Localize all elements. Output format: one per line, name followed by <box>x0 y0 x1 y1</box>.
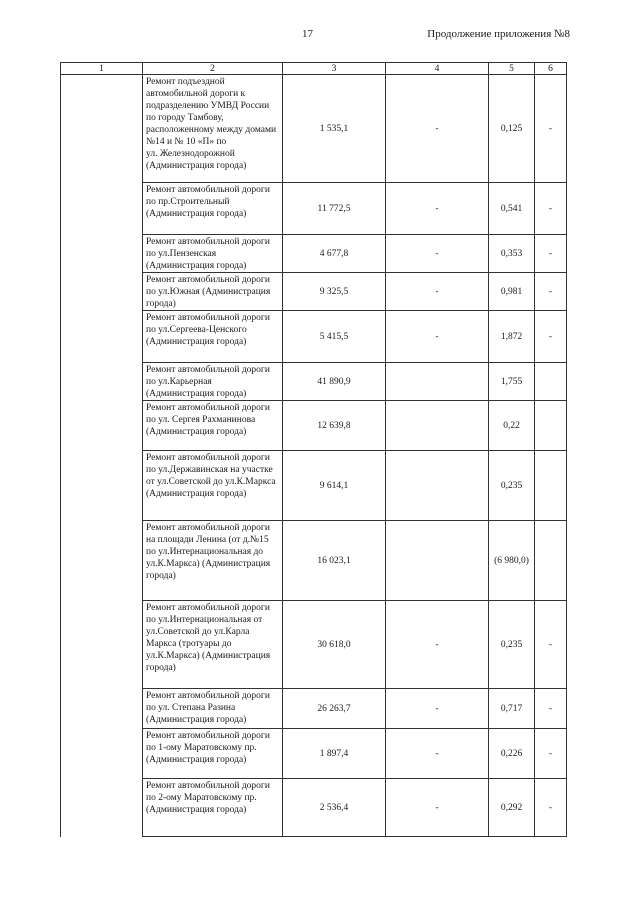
description-cell <box>143 363 283 401</box>
description-line: Маркса (тротуары до <box>146 639 232 649</box>
description-line: (Администрация города) <box>146 755 247 765</box>
value-cell-c6: - <box>535 273 567 311</box>
column-header: 4 <box>386 63 489 75</box>
description-line: города) <box>146 299 176 309</box>
value-cell-c3: 16 023,1 <box>283 521 386 601</box>
description-line: подразделению УМВД России <box>146 101 270 111</box>
description-line: (Администрация города) <box>146 389 247 399</box>
description-line: (Администрация города) <box>146 209 247 219</box>
value-cell-c5: 1,872 <box>489 311 535 363</box>
value-cell-c5: 0,235 <box>489 601 535 689</box>
description-line: от ул.Советской до ул.К.Маркса <box>146 477 276 487</box>
column-header: 2 <box>143 63 283 75</box>
description-cell <box>143 311 283 363</box>
value-cell-c5: (6 980,0) <box>489 521 535 601</box>
value-cell-c4: - <box>386 601 489 689</box>
value-cell-c4: - <box>386 311 489 363</box>
column-1-cell <box>61 75 143 837</box>
description-line: по ул.Пензенская <box>146 249 217 259</box>
description-line: (Администрация города) <box>146 715 247 725</box>
column-header: 6 <box>535 63 567 75</box>
description-line: по ул. Сергея Рахманинова <box>146 415 256 425</box>
description-cell <box>143 689 283 729</box>
value-cell-c4 <box>386 451 489 521</box>
description-line: (Администрация города) <box>146 337 247 347</box>
description-line: по ул.Державинская на участке <box>146 465 273 475</box>
description-line: Ремонт автомобильной дороги <box>146 275 270 285</box>
description-line: ул. Железнодорожной <box>146 149 235 159</box>
description-cell <box>143 601 283 689</box>
description-line: Ремонт автомобильной дороги <box>146 237 270 247</box>
value-cell-c6: - <box>535 729 567 779</box>
value-cell-c3: 9 325,5 <box>283 273 386 311</box>
value-cell-c6 <box>535 363 567 401</box>
column-header: 1 <box>61 63 143 75</box>
value-cell-c6: - <box>535 311 567 363</box>
description-line: (Администрация города) <box>146 489 247 499</box>
value-cell-c6 <box>535 521 567 601</box>
value-cell-c4 <box>386 363 489 401</box>
value-cell-c4 <box>386 401 489 451</box>
description-line: (Администрация города) <box>146 805 247 815</box>
description-line: Ремонт автомобильной дороги <box>146 523 270 533</box>
description-line: по ул. Степана Разина <box>146 703 236 713</box>
description-line: по пр.Строительный <box>146 197 230 207</box>
value-cell-c4: - <box>386 689 489 729</box>
value-cell-c6 <box>535 451 567 521</box>
value-cell-c5: 0,235 <box>489 451 535 521</box>
value-cell-c4: - <box>386 183 489 235</box>
description-line: по ул.Карьерная <box>146 377 212 387</box>
description-line: расположенному между домами <box>146 125 277 135</box>
description-line: Ремонт подъездной <box>146 77 225 87</box>
data-table <box>60 62 567 837</box>
value-cell-c5: 0,292 <box>489 779 535 837</box>
description-cell <box>143 729 283 779</box>
value-cell-c4: - <box>386 273 489 311</box>
column-header: 5 <box>489 63 535 75</box>
value-cell-c3: 11 772,5 <box>283 183 386 235</box>
description-line: по ул.Интернациональная до <box>146 547 264 557</box>
value-cell-c6: - <box>535 779 567 837</box>
value-cell-c6: - <box>535 601 567 689</box>
description-line: (Администрация города) <box>146 261 247 271</box>
column-header: 3 <box>283 63 386 75</box>
value-cell-c5: 0,226 <box>489 729 535 779</box>
value-cell-c4: - <box>386 75 489 183</box>
header-row <box>61 63 567 75</box>
value-cell-c4: - <box>386 729 489 779</box>
description-cell <box>143 451 283 521</box>
table-row <box>61 75 567 183</box>
description-line: ул.Советской до ул.Карла <box>146 627 250 637</box>
description-line: по ул.Сергеева-Ценского <box>146 325 247 335</box>
value-cell-c3: 1 535,1 <box>283 75 386 183</box>
value-cell-c3: 2 536,4 <box>283 779 386 837</box>
description-line: по городу Тамбову, <box>146 113 224 123</box>
description-cell <box>143 401 283 451</box>
value-cell-c3: 4 677,8 <box>283 235 386 273</box>
value-cell-c3: 30 618,0 <box>283 601 386 689</box>
table-body <box>61 75 567 837</box>
description-cell <box>143 779 283 837</box>
value-cell-c5: 0,981 <box>489 273 535 311</box>
description-line: по 2-ому Маратовскому пр. <box>146 793 257 803</box>
value-cell-c5: 0,541 <box>489 183 535 235</box>
page-number: 17 <box>302 28 313 40</box>
value-cell-c5: 0,717 <box>489 689 535 729</box>
value-cell-c4: - <box>386 235 489 273</box>
value-cell-c6: - <box>535 689 567 729</box>
value-cell-c5: 0,125 <box>489 75 535 183</box>
value-cell-c4 <box>386 521 489 601</box>
description-cell <box>143 521 283 601</box>
description-line: №14 и № 10 «П» по <box>146 137 227 147</box>
value-cell-c6: - <box>535 235 567 273</box>
description-line: Ремонт автомобильной дороги <box>146 781 270 791</box>
value-cell-c5: 1,755 <box>489 363 535 401</box>
value-cell-c6 <box>535 401 567 451</box>
description-line: города) <box>146 663 176 673</box>
value-cell-c3: 41 890,9 <box>283 363 386 401</box>
description-line: по 1-ому Маратовскому пр. <box>146 743 257 753</box>
value-cell-c5: 0,353 <box>489 235 535 273</box>
description-line: Ремонт автомобильной дороги <box>146 453 270 463</box>
description-line: (Администрация города) <box>146 427 247 437</box>
description-line: (Администрация города) <box>146 161 247 171</box>
description-line: по ул.Интернациональная от <box>146 615 263 625</box>
value-cell-c3: 1 897,4 <box>283 729 386 779</box>
description-line: Ремонт автомобильной дороги <box>146 691 270 701</box>
description-line: Ремонт автомобильной дороги <box>146 603 270 613</box>
value-cell-c6: - <box>535 75 567 183</box>
description-cell <box>143 235 283 273</box>
description-line: Ремонт автомобильной дороги <box>146 313 270 323</box>
value-cell-c3: 26 263,7 <box>283 689 386 729</box>
value-cell-c4: - <box>386 779 489 837</box>
description-line: Ремонт автомобильной дороги <box>146 185 270 195</box>
description-line: города) <box>146 571 176 581</box>
value-cell-c3: 12 639,8 <box>283 401 386 451</box>
value-cell-c5: 0,22 <box>489 401 535 451</box>
value-cell-c6: - <box>535 183 567 235</box>
description-line: Ремонт автомобильной дороги <box>146 731 270 741</box>
description-cell <box>143 75 283 183</box>
description-line: ул.К.Маркса) (Администрация <box>146 651 271 661</box>
description-line: Ремонт автомобильной дороги <box>146 403 270 413</box>
description-cell <box>143 183 283 235</box>
description-line: ул.К.Маркса) (Администрация <box>146 559 271 569</box>
value-cell-c3: 9 614,1 <box>283 451 386 521</box>
description-line: автомобильной дороги к <box>146 89 246 99</box>
value-cell-c3: 5 415,5 <box>283 311 386 363</box>
appendix-note: Продолжение приложения №8 <box>427 28 570 40</box>
description-line: на площади Ленина (от д.№15 <box>146 535 269 545</box>
description-cell <box>143 273 283 311</box>
description-line: по ул.Южная (Администрация <box>146 287 271 297</box>
description-line: Ремонт автомобильной дороги <box>146 365 270 375</box>
